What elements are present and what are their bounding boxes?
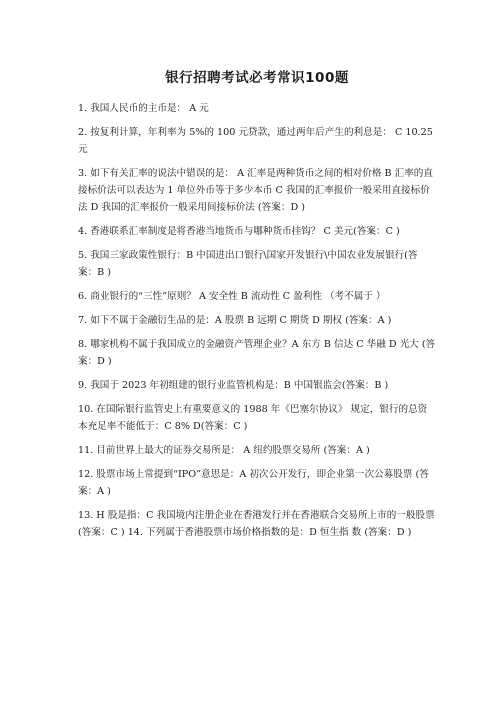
question-item: 12. 股票市场上常提到“IPO”意思是：A 初次公开发行，即企业第一次公募股票 (答案：A )	[78, 469, 429, 497]
question-item: 6. 商业银行的“三性”原则？ A 安全性 B 流动性 C 盈利性 （考不属于 ）	[78, 291, 386, 302]
question-item: 4. 香港联系汇率制度是将香港当地货币与哪种货币挂钩？ C 美元(答案：C )	[78, 226, 400, 237]
question-item: 1. 我国人民币的主币是： A 元	[78, 103, 209, 114]
question-item: 7. 如下不属于金融衍生品的是：A 股票 B 远期 C 期货 D 期权 (答案：A )	[78, 315, 392, 326]
question-item: 2. 按复利计算，年利率为 5%的 100 元贷款，通过两年后产生的利息是： C 10.25 元	[78, 127, 433, 155]
document-title: 银行招聘考试必考常识100题	[165, 70, 349, 86]
question-item: 10. 在国际银行监管史上有重要意义的 1988 年《巴塞尔协议》 规定，银行的总资本充足率不能低于：C 8% D(答案：C )	[78, 404, 428, 432]
question-item: 13. H 股是指：C 我国境内注册企业在香港发行并在香港联合交易所上市的一般股票(答案：C ) 14. 下列属于香港股票市场价格指数的是：D 恒生指 数 (答案：D )	[78, 510, 435, 538]
question-item: 3. 如下有关汇率的说法中错误的是： A 汇率是两种货币之间的相对价格 B 汇率的直接标价法可以表达为 1 单位外币等于多少本币 C 我国的汇率报价一般采用直接标价法 D 我国的汇率报价一般采用间接标价法 (答案：D )	[78, 168, 433, 213]
question-item: 11. 目前世界上最大的证券交易所是： A 纽约股票交易所 (答案：A )	[78, 445, 370, 456]
question-item: 8. 哪家机构不属于我国成立的金融资产管理企业？A 东方 B 信达 C 华融 D 光大 (答案：D )	[78, 339, 436, 367]
question-item: 9. 我国于 2023 年初组建的银行业监管机构是：B 中国银监会(答案：B )	[78, 380, 389, 391]
question-item: 5. 我国三家政策性银行：B 中国进出口银行\国家开发银行\中国农业发展银行(答案：B )	[78, 250, 418, 278]
